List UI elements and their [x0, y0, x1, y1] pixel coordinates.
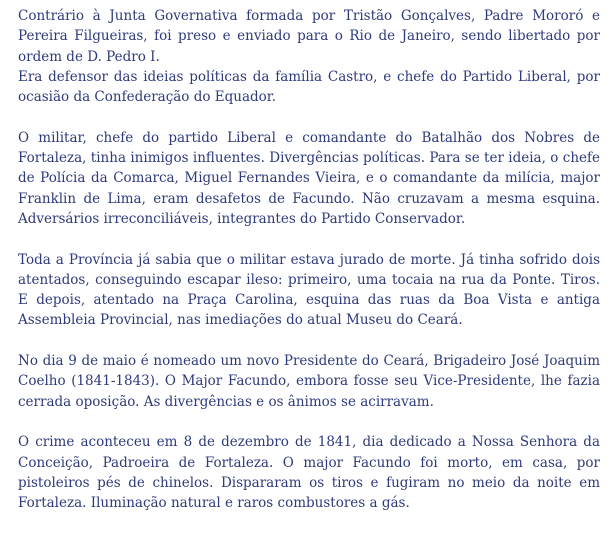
paragraph-presidente: No dia 9 de maio é nomeado um novo Presidente do Ceará, Brigadeiro José Joaquim Coelho (1841-1843). O Major Facundo, embora fosse seu Vice-Presidente, lhe fazia cerrada oposição. As divergências e os ânimos se acirravam. [18, 353, 600, 410]
paragraph-inimigos: O militar, chefe do partido Liberal e comandante do Batalhão dos Nobres de Fortaleza, tinha inimigos influentes. Divergências políticas. Para se ter ideia, o chefe de Polícia da Comarca, Miguel Fernandes Vieira, e o comandante da milícia, major Franklin de Lima, eram desafetos de Facundo. Não cruzavam a mesma esquina. Adversários irreconciliáveis, integrantes do Partido Conservador. [18, 129, 600, 227]
paragraph-atentados: Toda a Província já sabia que o militar estava jurado de morte. Já tinha sofrido dois atentados, conseguindo escapar ileso: primeiro, uma tocaia na rua da Ponte. Tiros. E depois, atentado na Praça Carolina, esquina das ruas da Boa Vista e antiga Assembleia Provincial, nas imediações do atual Museu do Ceará. [18, 251, 600, 329]
paragraph-defensor: Era defensor das ideias políticas da família Castro, e chefe do Partido Liberal, por ocasião da Confederação do Equador. [18, 68, 600, 106]
paragraph-junta: Contrário à Junta Governativa formada por Tristão Gonçalves, Padre Mororó e Pereira Filgueiras, foi preso e enviado para o Rio de Janeiro, sendo libertado por ordem de D. Pedro I. [18, 8, 600, 65]
paragraph-crime: O crime aconteceu em 8 de dezembro de 1841, dia dedicado a Nossa Senhora da Conceição, Padroeira de Fortaleza. O major Facundo foi morto, em casa, por pistoleiros pés de chinelos. Dispararam os tiros e fugiram no meio da noite em Fortaleza. Iluminação natural e raros combustores a gás. [18, 434, 600, 512]
